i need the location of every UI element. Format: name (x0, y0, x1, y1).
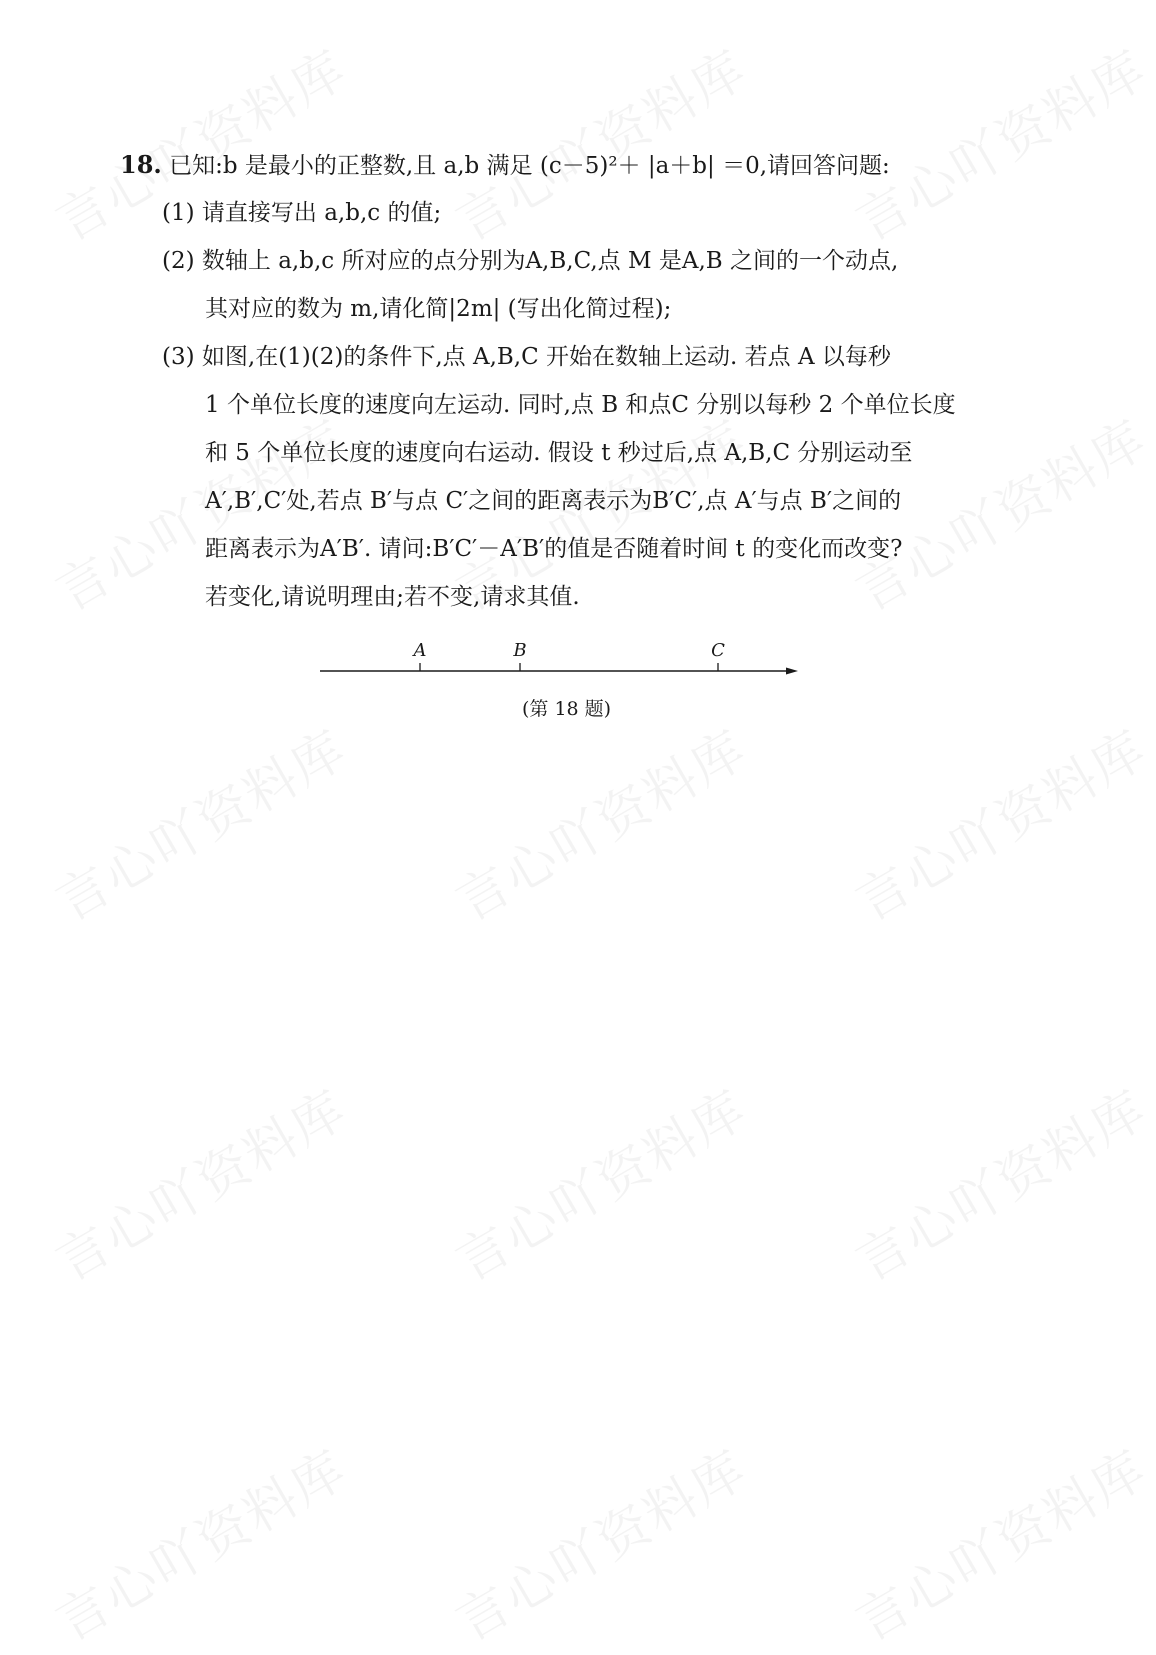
sub-question-3: (3) 如图,在(1)(2)的条件下,点 A,B,C 开始在数轴上运动. 若点 A 以每秒 (162, 344, 891, 370)
point-label-b: B (513, 640, 527, 661)
point-label-a: A (413, 640, 427, 661)
sub-question-3-cont: 若变化,请说明理由;若不变,请求其值. (205, 584, 580, 610)
watermark (840, 1428, 1156, 1655)
watermark (440, 708, 758, 935)
sub-question-3-cont: 和 5 个单位长度的速度向右运动. 假设 t 秒过后,点 A,B,C 分别运动至 (205, 440, 913, 466)
sub-question-3-cont: 距离表示为A′B′. 请问:B′C′－A′B′的值是否随着时间 t 的变化而改变? (205, 536, 903, 562)
watermark (440, 28, 758, 255)
sub-question-2-cont: 其对应的数为 m,请化简|2m| (写出化简过程); (205, 296, 672, 322)
watermark (40, 1068, 358, 1295)
problem-stem: 已知:b 是最小的正整数,且 a,b 满足 (c－5)²＋ |a＋b| ＝0,请回答问题: (169, 153, 890, 179)
watermark (840, 28, 1156, 255)
problem-stem-line (120, 148, 890, 183)
watermark (440, 1068, 758, 1295)
watermark (40, 708, 358, 935)
problem-number: 18. (120, 150, 162, 179)
number-line-arrow (786, 668, 798, 675)
watermark (840, 1068, 1156, 1295)
number-line-figure (320, 640, 800, 680)
point-label-c: C (711, 640, 725, 661)
sub-question-2: (2) 数轴上 a,b,c 所对应的点分别为A,B,C,点 M 是A,B 之间的一个动点, (162, 248, 899, 274)
figure-caption: (第 18 题) (522, 698, 612, 720)
sub-question-1: (1) 请直接写出 a,b,c 的值; (162, 200, 442, 226)
watermark (440, 1428, 758, 1655)
sub-question-3-cont: 1 个单位长度的速度向左运动. 同时,点 B 和点C 分别以每秒 2 个单位长度 (205, 392, 956, 418)
watermark (40, 1428, 358, 1655)
sub-question-3-cont: A′,B′,C′处,若点 B′与点 C′之间的距离表示为B′C′,点 A′与点 B′之间的 (205, 488, 902, 514)
watermark (840, 708, 1156, 935)
